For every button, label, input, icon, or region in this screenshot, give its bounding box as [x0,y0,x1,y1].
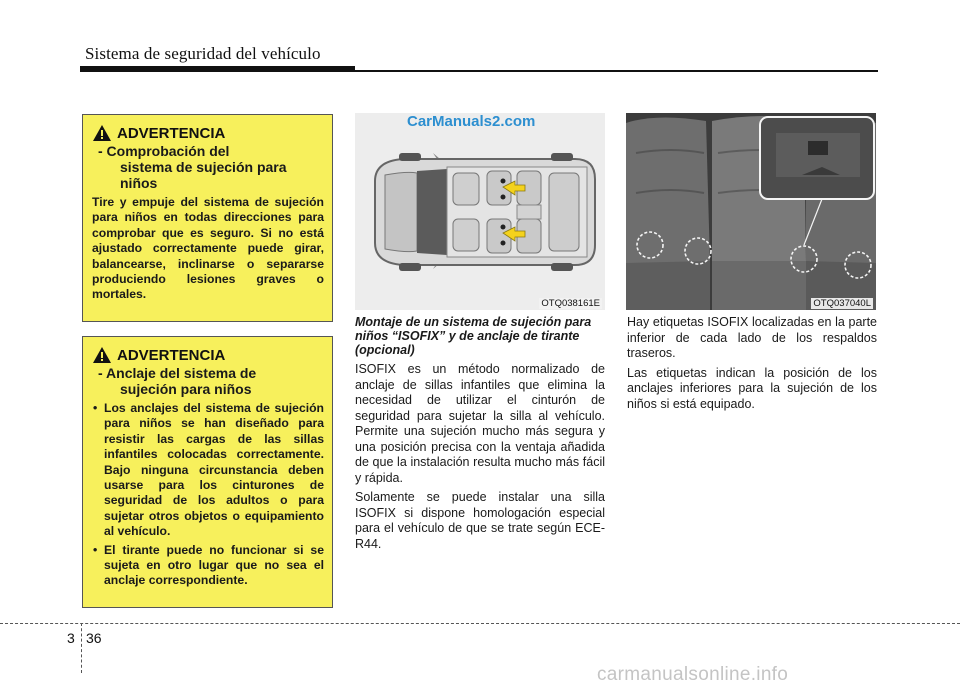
warning-subtitle-line: sujeción para niños [120,381,252,397]
figure-isofix-car-topview [355,113,605,310]
paragraph: ISOFIX es un método normalizado de anclaje de sillas infantiles que elimina la necesidad de utilizar el cinturón de seguridad para sujetar la silla al vehículo. Permite una sujeción mucho más segura y una posición precisa con la ventaja añadida de que la instalación resulta mucho más fácil y rápida. [355,362,605,485]
warning-bullet [92,543,324,589]
warning-subtitle-line: - Anclaje del sistema de [98,365,257,381]
bullet-icon: • [93,401,98,415]
car-topview-illustration [355,113,605,310]
warning-subtitle-line: sistema de sujeción para [120,159,287,175]
isofix-text-column [355,315,605,556]
warning-box-child-restraint-anchorage [82,336,333,608]
warning-subtitle-line: niños [120,175,158,191]
warning-subtitle [92,365,324,397]
bullet-icon: • [93,542,98,557]
warning-icon [92,346,112,364]
rear-seats-illustration [626,113,876,310]
footer-divider [0,623,960,624]
warning-subtitle-line: - Comprobación del [98,143,230,159]
warning-bullet-text: Los anclajes del sistema de sujeción para niños se han diseñado para resistir las cargas de las sillas infantiles colocadas correctamente. Bajo ninguna circunstancia deben usarse para los cinturones de seguridad de los adultos o para sujetar otros objetos o equipamiento al vehículo. [104,401,324,539]
chapter-number: 3 [67,630,75,646]
paragraph: Solamente se puede instalar una silla ISOFIX si dispone homologación especial para el vehículo de que se trate según ECE-R44. [355,490,605,551]
warning-body: Tire y empuje del sistema de sujeción para niños en todas direcciones para comprobar que es seguro. Si no está ajustado correctamente puede girar, balancearse, inclinarse o separarse produciendo lesiones graves o mortales. [92,195,324,302]
warning-title: ADVERTENCIA [117,346,226,364]
section-caption: Montaje de un sistema de sujeción para niños “ISOFIX” y de anclaje de tirante (opcional) [355,315,592,357]
figure-watermark: CarManuals2.com [407,113,536,130]
figure-code: OTQ037040L [813,298,871,309]
page-title: Sistema de seguridad del vehículo [85,44,321,63]
footer-vertical-divider [81,623,82,673]
paragraph: Hay etiquetas ISOFIX localizadas en la parte inferior de cada lado de los respaldos traseros. [627,315,877,360]
warning-subtitle [92,143,324,191]
header-divider [80,70,878,72]
warning-icon [92,124,112,142]
isofix-labels-text-column [627,315,877,416]
paragraph: Las etiquetas indican la posición de los anclajes inferiores para la sujeción de los niños si está equipado. [627,365,877,411]
warning-bullet-list [92,401,324,589]
warning-bullet-text: El tirante puede no funcionar si se sujeta en otro lugar que no sea el anclaje correspondiente. [104,542,324,588]
warning-bullet [92,401,324,540]
warning-box-child-restraint-check [82,114,333,322]
warning-title: ADVERTENCIA [117,124,226,142]
figure-isofix-seat-labels [626,113,876,310]
site-watermark: carmanualsonline.info [597,664,789,685]
figure-code: OTQ038161E [541,298,600,309]
page-number: 36 [86,630,102,646]
